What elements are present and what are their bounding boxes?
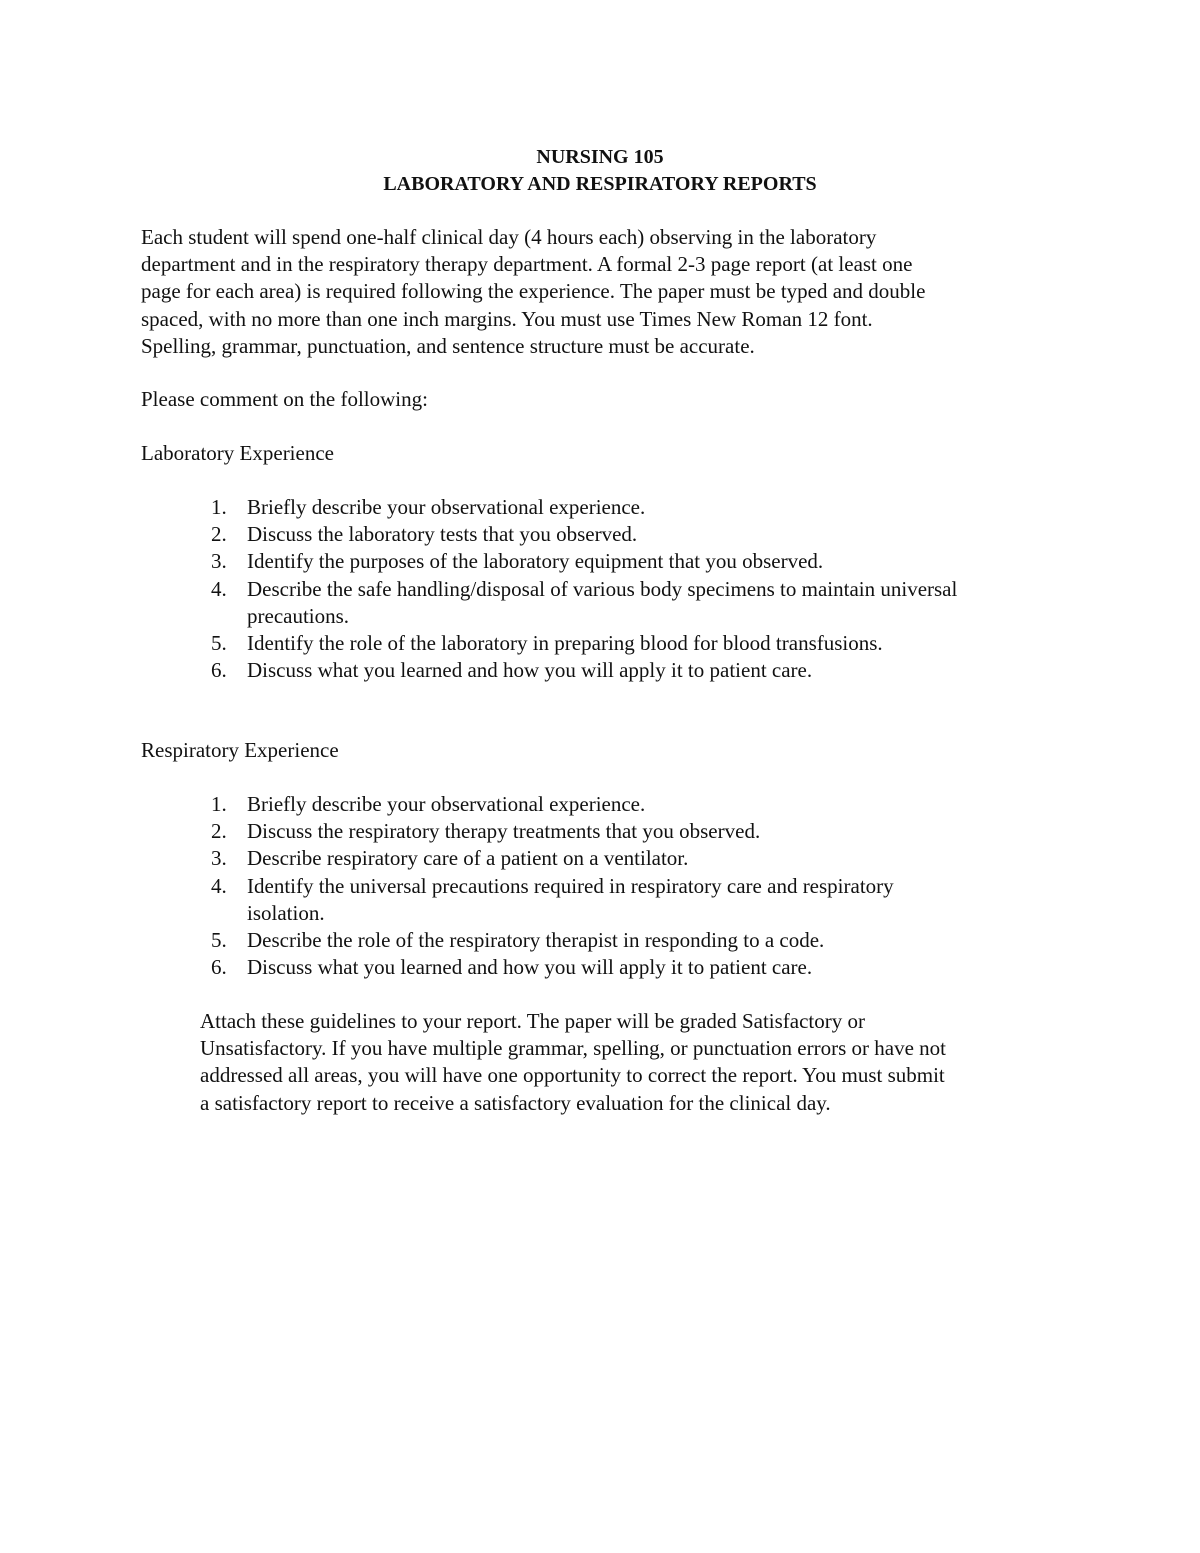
list-item xyxy=(141,576,1081,630)
laboratory-list xyxy=(141,494,1081,684)
intro-line: Each student will spend one-half clinical day (4 hours each) observing in the laboratory xyxy=(141,225,877,249)
list-text: precautions. xyxy=(247,603,350,628)
list-number: 3. xyxy=(211,846,227,871)
list-text: Discuss the respiratory therapy treatments that you observed. xyxy=(247,819,761,844)
list-number: 3. xyxy=(211,549,227,574)
list-text: Briefly describe your observational experience. xyxy=(247,792,646,816)
list-text: Identify the universal precautions required in respiratory care and respiratory xyxy=(247,873,894,898)
intro-paragraph xyxy=(141,224,1071,360)
closing-paragraph xyxy=(200,1008,1080,1117)
list-item xyxy=(141,630,1081,657)
intro-line: spaced, with no more than one inch margins. You must use Times New Roman 12 font. xyxy=(141,306,873,331)
comment-prompt: Please comment on the following: xyxy=(141,387,428,411)
list-text: isolation. xyxy=(247,900,325,925)
list-text: Identify the purposes of the laboratory equipment that you observed. xyxy=(247,549,824,574)
list-text: Describe the role of the respiratory therapist in responding to a code. xyxy=(247,928,825,953)
list-text: Discuss what you learned and how you will apply it to patient care. xyxy=(247,955,813,980)
list-item xyxy=(141,845,1081,872)
document-title: LABORATORY AND RESPIRATORY REPORTS xyxy=(383,173,817,195)
list-number: 5. xyxy=(211,631,227,656)
closing-line: Attach these guidelines to your report. The paper will be graded Satisfactory or xyxy=(200,1009,865,1033)
respiratory-list xyxy=(141,791,1081,981)
list-number: 1. xyxy=(211,792,227,816)
course-title: NURSING 105 xyxy=(536,146,664,168)
list-item xyxy=(141,818,1081,845)
list-item xyxy=(141,791,1081,818)
intro-line: Spelling, grammar, punctuation, and sentence structure must be accurate. xyxy=(141,333,755,358)
list-number: 4. xyxy=(211,873,227,898)
intro-line: page for each area) is required following the experience. The paper must be typed and double xyxy=(141,279,926,304)
list-item xyxy=(141,494,1081,521)
list-item xyxy=(141,521,1081,548)
list-number: 2. xyxy=(211,819,227,844)
list-text: Discuss what you learned and how you will apply it to patient care. xyxy=(247,658,813,683)
closing-line: addressed all areas, you will have one opportunity to correct the report. You must submit xyxy=(200,1063,945,1088)
list-item xyxy=(141,873,1081,927)
closing-line: a satisfactory report to receive a satisfactory evaluation for the clinical day. xyxy=(200,1090,831,1115)
list-item xyxy=(141,548,1081,575)
list-text: Discuss the laboratory tests that you observed. xyxy=(247,522,638,547)
list-number: 4. xyxy=(211,576,227,601)
list-number: 5. xyxy=(211,928,227,953)
intro-line: department and in the respiratory therapy department. A formal 2-3 page report (at least one xyxy=(141,252,913,277)
list-item xyxy=(141,927,1081,954)
list-number: 6. xyxy=(211,955,227,980)
respiratory-heading: Respiratory Experience xyxy=(141,738,339,762)
list-text: Describe respiratory care of a patient on a ventilator. xyxy=(247,846,689,871)
list-number: 1. xyxy=(211,495,227,519)
list-number: 2. xyxy=(211,522,227,547)
list-item xyxy=(141,954,1081,981)
list-text: Describe the safe handling/disposal of various body specimens to maintain universal xyxy=(247,576,958,601)
list-item xyxy=(141,657,1081,684)
list-number: 6. xyxy=(211,658,227,683)
list-text: Identify the role of the laboratory in preparing blood for blood transfusions. xyxy=(247,631,883,656)
laboratory-heading: Laboratory Experience xyxy=(141,441,334,465)
closing-line: Unsatisfactory. If you have multiple grammar, spelling, or punctuation errors or have not xyxy=(200,1036,947,1061)
list-text: Briefly describe your observational experience. xyxy=(247,495,646,519)
